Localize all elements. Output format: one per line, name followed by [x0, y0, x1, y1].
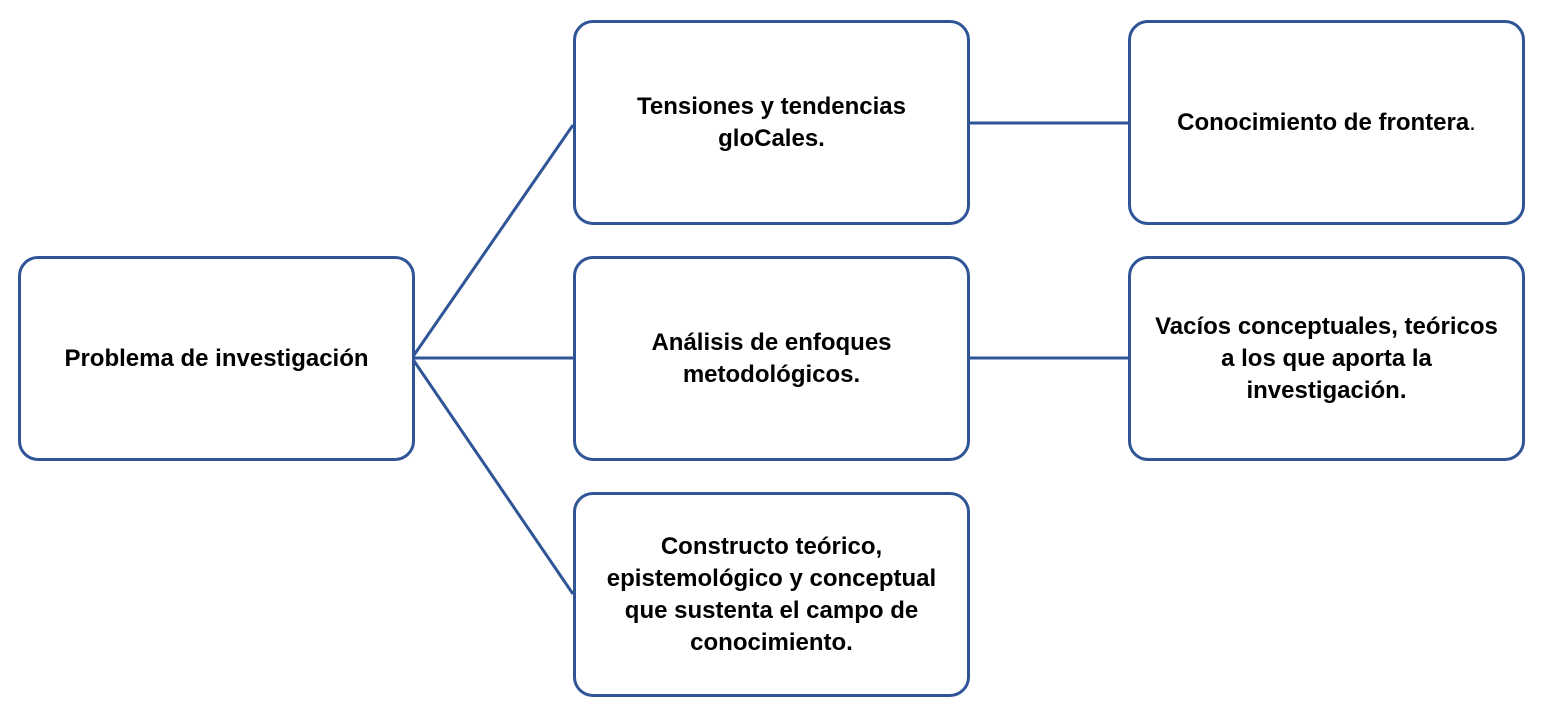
- node-label-suffix: .: [1469, 108, 1476, 136]
- node-conocimiento-de-frontera: [1128, 20, 1525, 225]
- node-label: Análisis de enfoques metodológicos.: [651, 328, 892, 388]
- node-label: Constructo teórico, epistemológico y conceptual que sustenta el campo de conocimiento.: [606, 532, 937, 656]
- node-label: Conocimiento de frontera: [1177, 108, 1470, 136]
- node-label: Problema de investigación: [64, 344, 369, 372]
- node-analisis-de-enfoques: [573, 256, 970, 461]
- connector-root-to-tensiones: [412, 125, 573, 358]
- node-problema-de-investigacion: [18, 256, 415, 461]
- connector-root-to-constructo: [412, 358, 573, 594]
- node-constructo-teorico: [573, 492, 970, 697]
- node-tensiones-y-tendencias: [573, 20, 970, 225]
- node-label-wrap: [1177, 107, 1476, 139]
- node-label: Vacíos conceptuales, teóricos a los que aporta la investigación.: [1155, 312, 1498, 404]
- node-label: Tensiones y tendencias gloCales.: [637, 92, 906, 152]
- node-vacios-conceptuales: [1128, 256, 1525, 461]
